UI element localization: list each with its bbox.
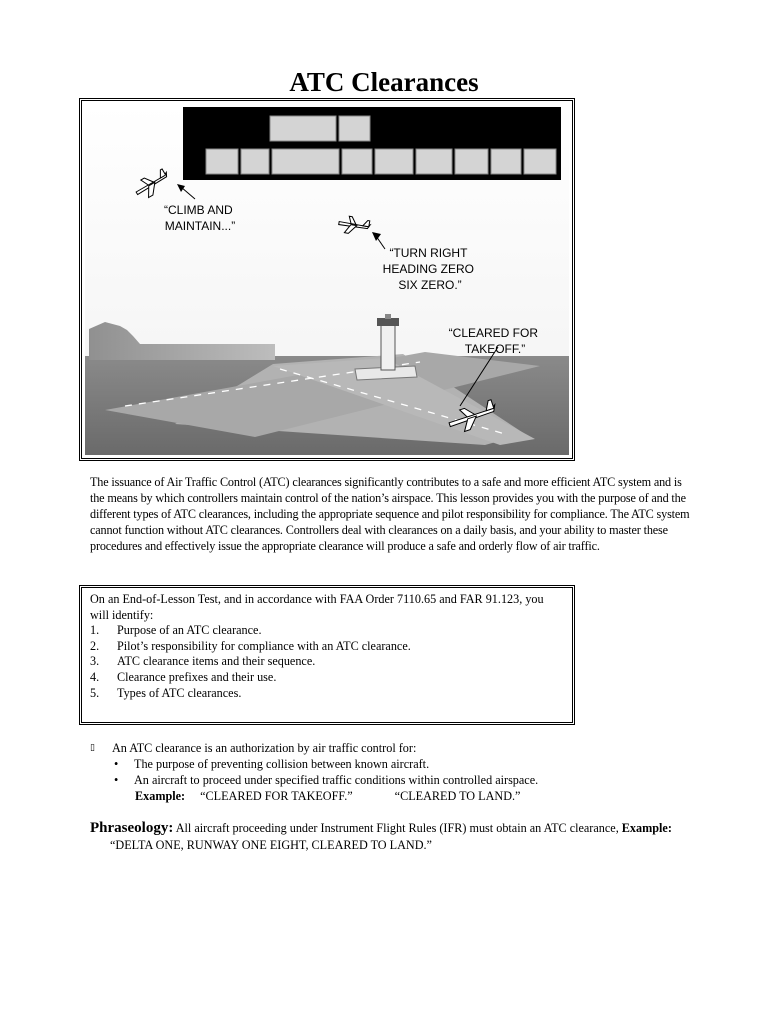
objective-item: 2. Pilot’s responsibility for compliance with an ATC clearance. — [90, 638, 411, 653]
definition-sub-item: • The purpose of preventing collision between known aircraft. — [114, 757, 430, 771]
objectives-intro: On an End-of-Lesson Test, and in accordance with FAA Order 7110.65 and FAR 91.123, you will identify: — [90, 592, 544, 622]
bullet-icon: ▯ — [90, 743, 95, 753]
objective-item: 4. Clearance prefixes and their use. — [90, 669, 277, 684]
clearance-definition — [90, 740, 710, 804]
phraseology-label: Phraseology: — [90, 820, 174, 836]
phraseology-example-label: Example: — [621, 821, 672, 835]
takeoff-callout: “CLEARED FOR TAKEOFF.” — [448, 326, 538, 356]
climb-callout: “CLIMB AND MAINTAIN...” — [163, 203, 236, 233]
phraseology-section — [90, 820, 690, 854]
intro-paragraph: The issuance of Air Traffic Control (ATC) clearances significantly contributes to a safe and more efficient ATC system and is the means by which controllers maintain control of the nation’s airspace. This lesson provides you with the purpose of and the different types of ATC clearances, including the appropriate sequence and pilot responsibility for compliance. The ATC system cannot function without ATC clearances. Controllers deal with clearances on a daily basis, and your ability to master these procedures and effectively issue the appropriate clearance will produce a safe and orderly flow of air traffic. — [90, 475, 690, 553]
page-title: ATC Clearances — [289, 67, 479, 97]
clearances-illustration — [79, 98, 575, 461]
phraseology-example: “DELTA ONE, RUNWAY ONE EIGHT, CLEARED TO LAND.” — [110, 838, 432, 852]
turn-callout: “TURN RIGHT HEADING ZERO SIX ZERO.” — [382, 246, 474, 292]
objective-item: 1. Purpose of an ATC clearance. — [90, 623, 262, 638]
objective-item: 3. ATC clearance items and their sequence. — [90, 654, 316, 669]
objectives-box — [79, 585, 575, 725]
phraseology-text: All aircraft proceeding under Instrument Flight Rules (IFR) must obtain an ATC clearance, — [175, 821, 619, 835]
definition-text: An ATC clearance is an authorization by air traffic control for: — [112, 741, 417, 755]
definition-example: Example: “CLEARED FOR TAKEOFF.” “CLEARED TO LAND.” — [135, 789, 521, 803]
flight-strip-bay — [183, 107, 561, 180]
objective-item: 5. Types of ATC clearances. — [90, 685, 242, 700]
definition-sub-item: • An aircraft to proceed under specified traffic conditions within controlled airspace. — [114, 773, 539, 787]
airport-scene — [85, 104, 569, 455]
